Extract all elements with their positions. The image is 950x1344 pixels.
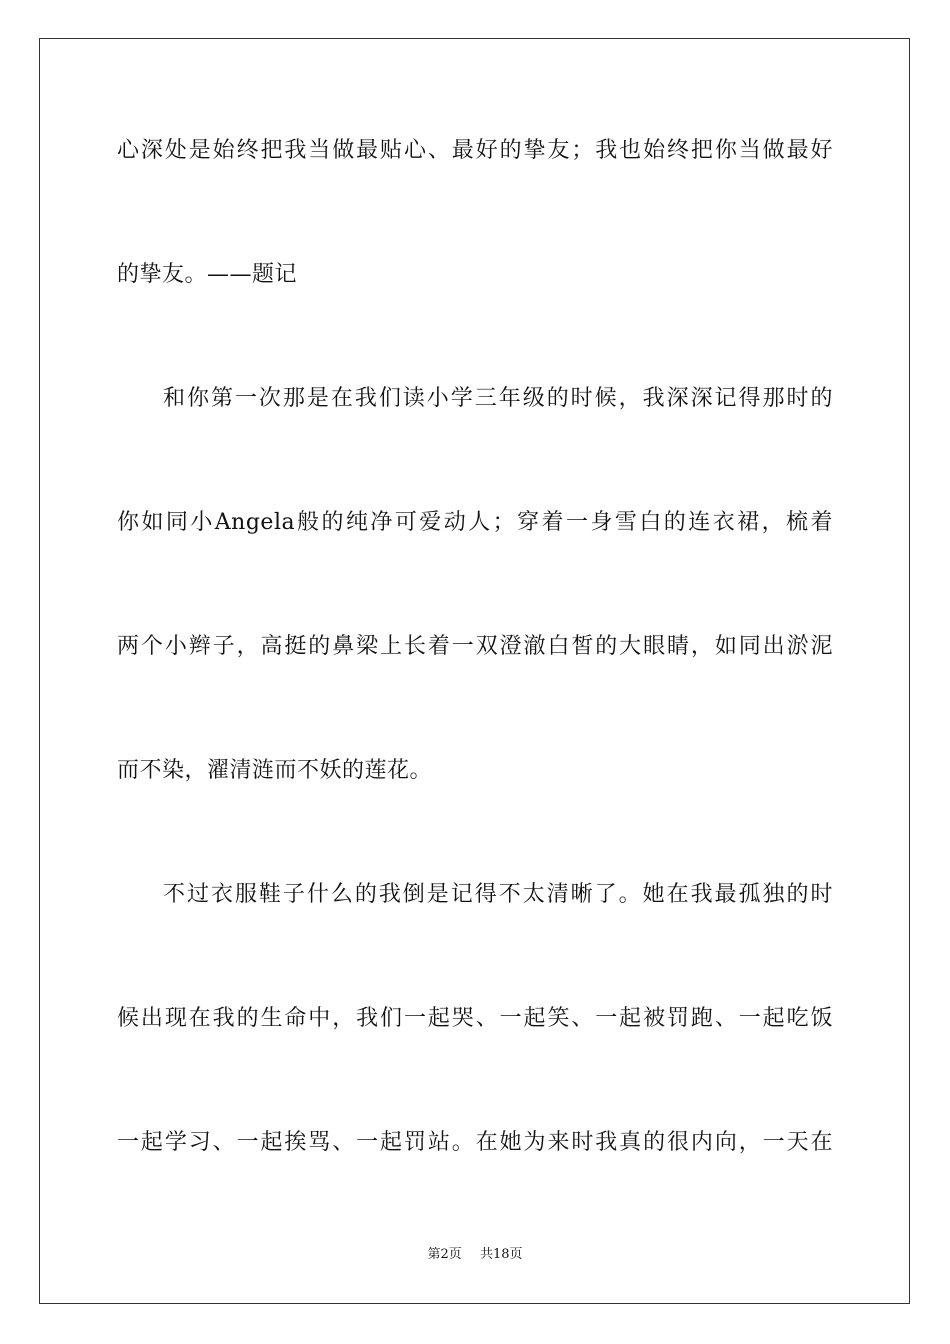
page-total: 共18页 [479,1247,523,1262]
page-footer [0,1246,950,1264]
page-border [39,38,910,1304]
text-line: 候出现在我的生命中，我们一起哭、一起笑、一起被罚跑、一起吃饭 [117,1006,833,1031]
text-line: 和你第一次那是在我们读小学三年级的时候，我深深记得那时的 [163,386,833,411]
text-line: 两个小辫子，高挺的鼻梁上长着一双澄澈白皙的大眼睛，如同出淤泥 [117,634,833,659]
text-line: 一起学习、一起挨骂、一起罚站。在她为来时我真的很内向，一天在 [117,1130,833,1155]
text-line: 的挚友。——题记 [117,262,298,287]
page-number: 第2页 [427,1247,462,1262]
text-line: 不过衣服鞋子什么的我倒是记得不太清晰了。她在我最孤独的时 [163,882,833,907]
text-line: 而不染，濯清涟而不妖的莲花。 [117,758,433,783]
text-line: 心深处是始终把我当做最贴心、最好的挚友；我也始终把你当做最好 [117,138,833,163]
text-line: 你如同小Angela般的纯净可爱动人；穿着一身雪白的连衣裙，梳着 [117,510,833,535]
